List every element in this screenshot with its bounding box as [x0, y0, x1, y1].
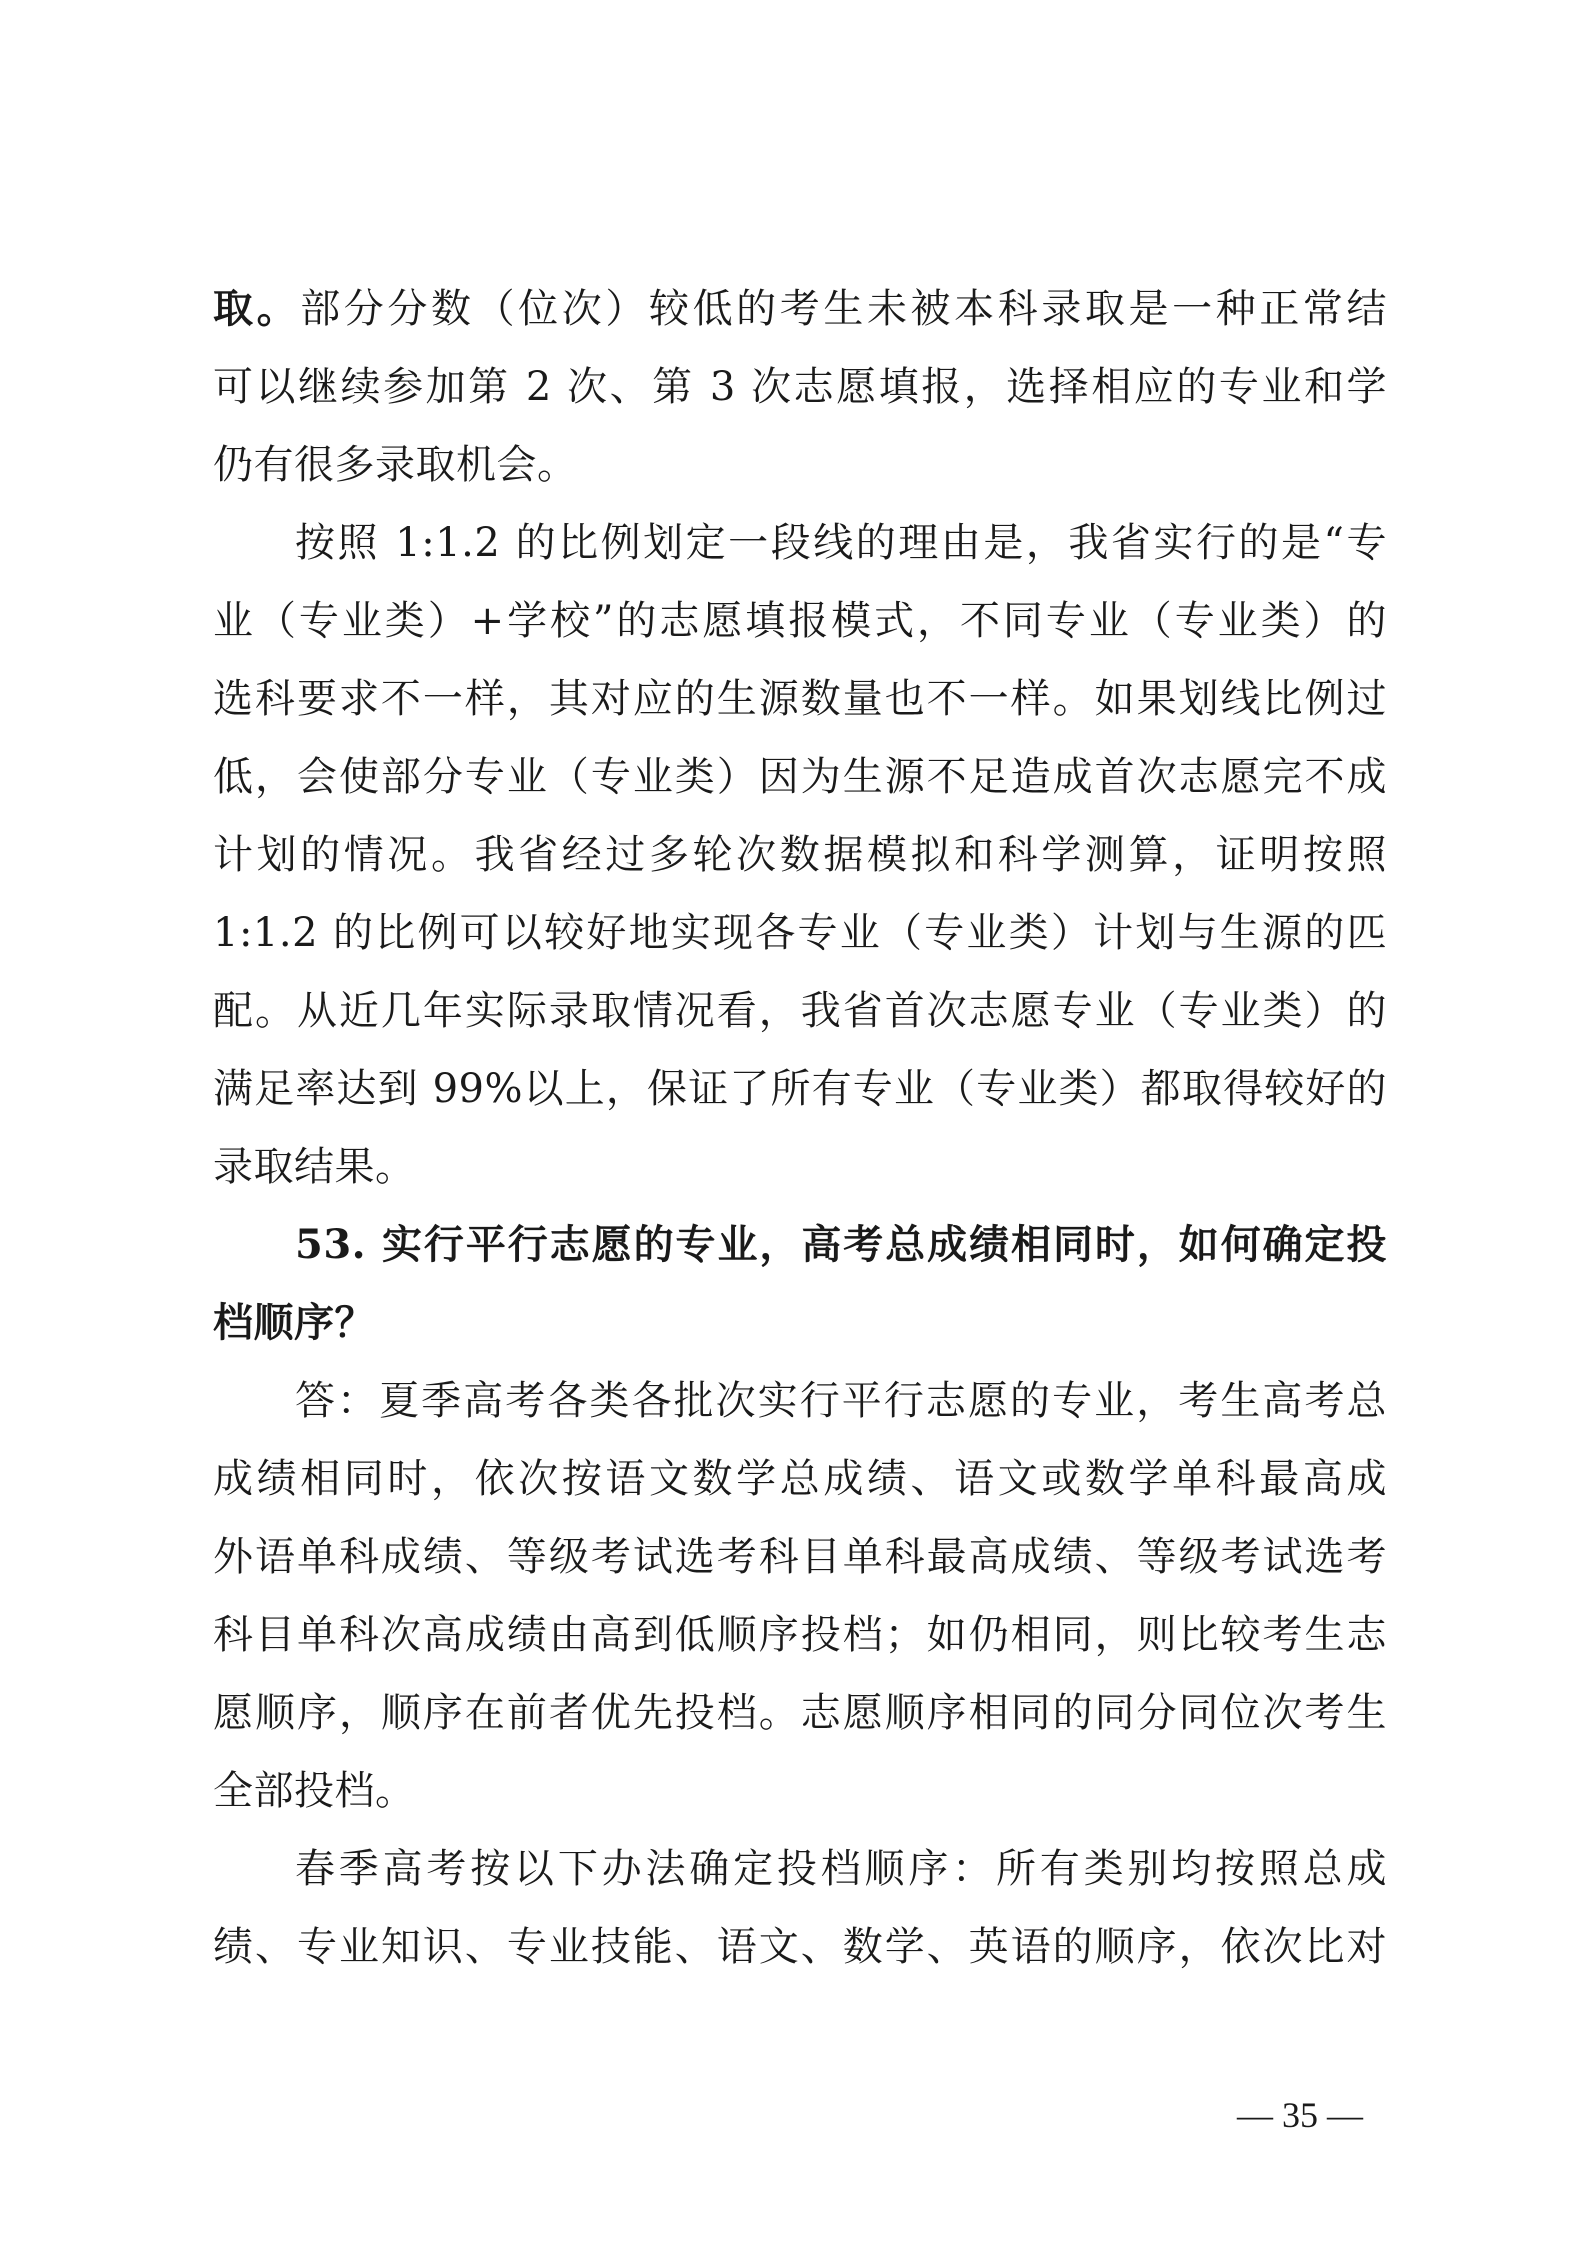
body-line: 低，会使部分专业（专业类）因为生源不足造成首次志愿完不成 [213, 754, 1387, 800]
bold-lead-text: 取。 [213, 285, 301, 332]
body-line: 仍有很多录取机会。 [213, 442, 578, 488]
question-heading-line: 档顺序？ [213, 1299, 375, 1346]
body-line: 业（专业类）+学校”的志愿填报模式，不同专业（专业类）的 [213, 598, 1387, 644]
body-line: 外语单科成绩、等级考试选考科目单科最高成绩、等级考试选考 [213, 1534, 1387, 1580]
body-line: 选科要求不一样，其对应的生源数量也不一样。如果划线比例过 [213, 676, 1387, 722]
line-text: 部分分数（位次）较低的考生未被本科录取是一种正常结 [300, 286, 1387, 332]
body-line: 可以继续参加第 2 次、第 3 次志愿填报，选择相应的专业和学 [213, 364, 1387, 410]
body-line [213, 270, 1387, 348]
body-line: 录取结果。 [213, 1144, 416, 1190]
page-number: — 35 — [1237, 2095, 1363, 2135]
body-line: 全部投档。 [213, 1768, 416, 1814]
body-line: 愿顺序，顺序在前者优先投档。志愿顺序相同的同分同位次考生 [213, 1690, 1387, 1736]
body-line: 计划的情况。我省经过多轮次数据模拟和科学测算，证明按照 [213, 832, 1387, 878]
body-line: 科目单科次高成绩由高到低顺序投档；如仍相同，则比较考生志 [213, 1612, 1387, 1658]
paragraph-start-line: 按照 1:1.2 的比例划定一段线的理由是，我省实行的是“专 [295, 520, 1387, 566]
body-line: 配。从近几年实际录取情况看，我省首次志愿专业（专业类）的 [213, 988, 1387, 1034]
body-line: 成绩相同时，依次按语文数学总成绩、语文或数学单科最高成 [213, 1456, 1387, 1502]
body-line: 绩、专业知识、专业技能、语文、数学、英语的顺序，依次比对 [213, 1924, 1387, 1970]
body-line: 满足率达到 99%以上，保证了所有专业（专业类）都取得较好的 [213, 1066, 1387, 1112]
body-line: 1:1.2 的比例可以较好地实现各专业（专业类）计划与生源的匹 [213, 910, 1387, 956]
paragraph-start-line: 答：夏季高考各类各批次实行平行志愿的专业，考生高考总 [295, 1378, 1387, 1424]
paragraph-start-line: 春季高考按以下办法确定投档顺序：所有类别均按照总成 [295, 1846, 1387, 1892]
question-heading-line: 53. 实行平行志愿的专业，高考总成绩相同时，如何确定投 [295, 1221, 1387, 1268]
